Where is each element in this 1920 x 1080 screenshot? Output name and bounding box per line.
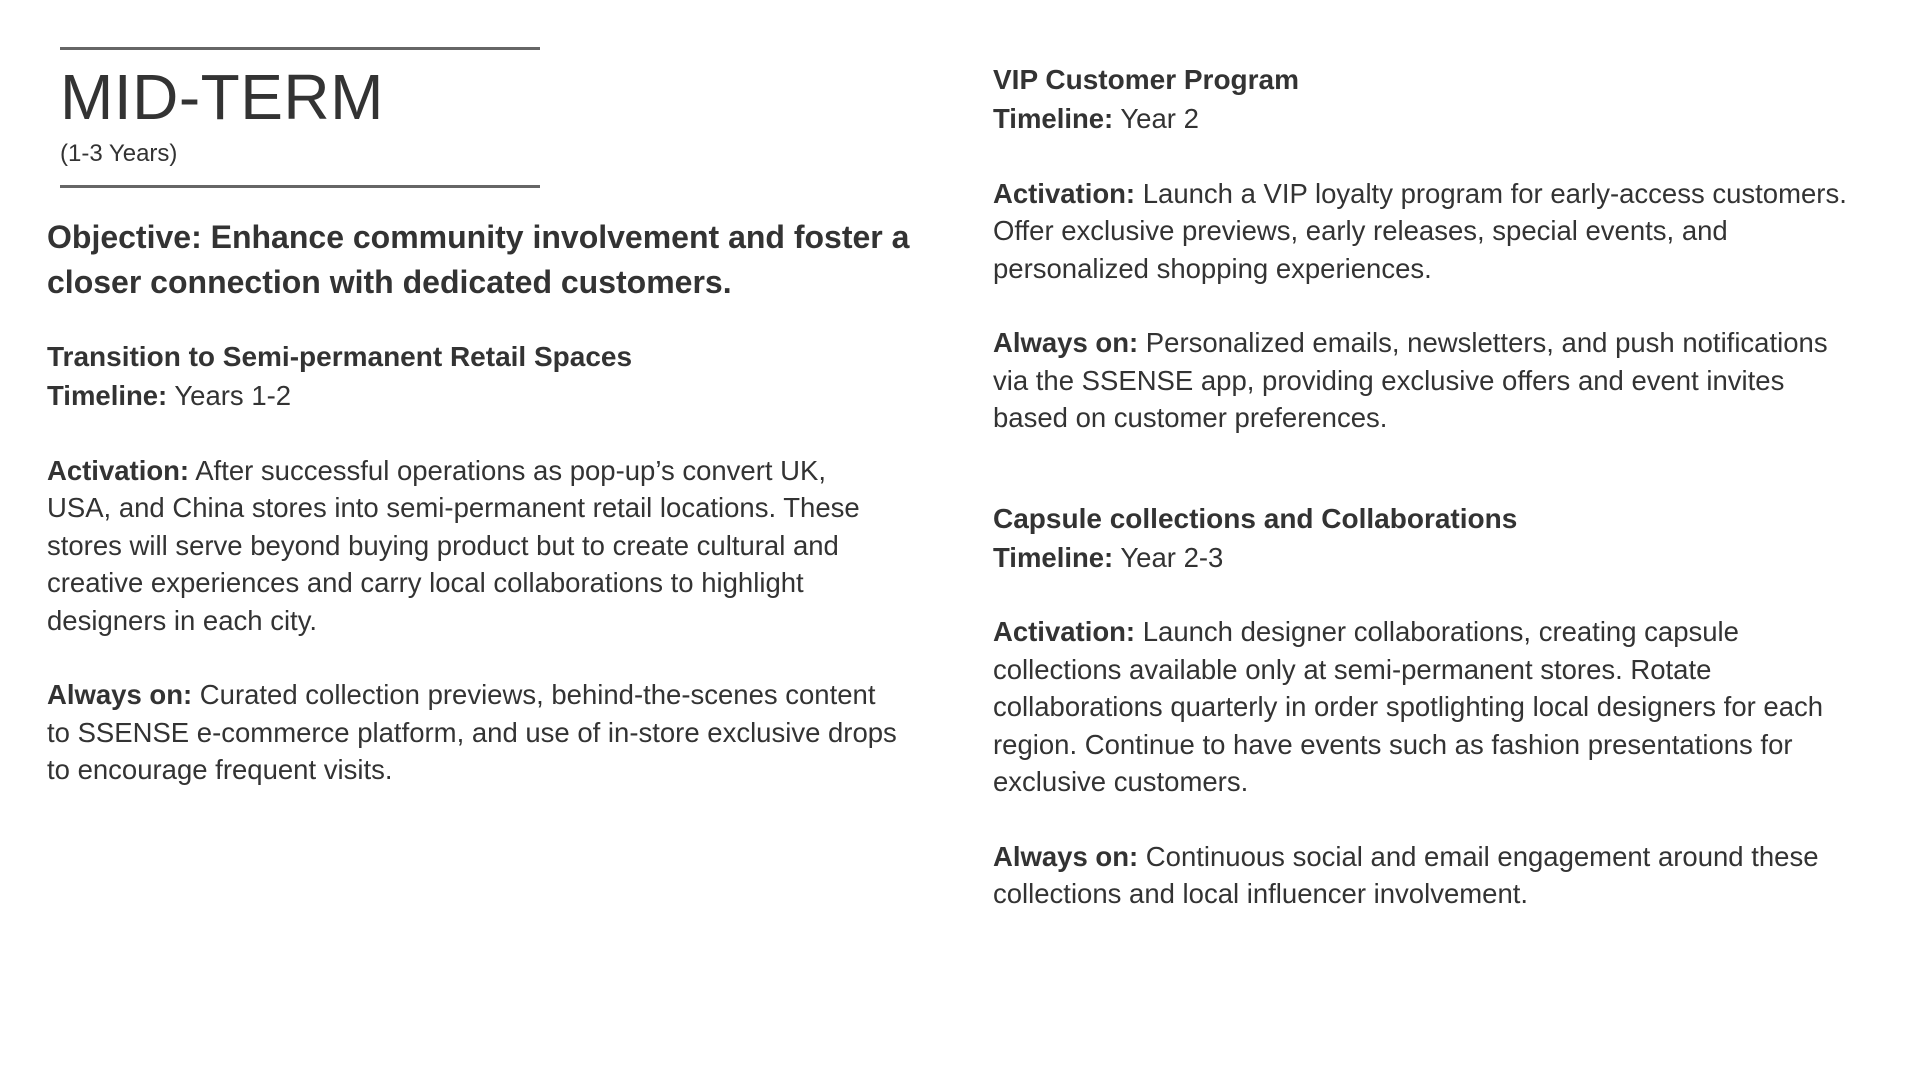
- always-on-text: Continuous social and email engagement around these collections and local influencer involvement.: [993, 840, 1819, 909]
- timeline-value: Years 1-2: [167, 380, 292, 411]
- activation-label: Activation:: [47, 454, 190, 486]
- section-title: VIP Customer Program: [993, 64, 1300, 95]
- activation-paragraph: [993, 175, 1863, 288]
- timeline-value: Year 2: [1113, 103, 1199, 134]
- title-bottom-rule: [60, 185, 540, 188]
- timeline-label: Timeline:: [993, 103, 1114, 134]
- activation-text: After successful operations as pop-up’s convert UK, USA, and China stores into semi-permanent retail locations. These stores will serve beyond buying product but to create cultural and creative experiences and carry local collaborations to highlight designers in each city.: [47, 454, 860, 636]
- activation-paragraph: [993, 613, 1863, 801]
- always-on-text: Curated collection previews, behind-the-scenes content to SSENSE e-commerce platform, and use of in-store exclusive drops to encourage frequent visits.: [47, 679, 897, 785]
- activation-label: Activation:: [993, 616, 1136, 647]
- timeline-label: Timeline:: [47, 380, 168, 411]
- timeline-label: Timeline:: [993, 541, 1114, 573]
- page-title: MID-TERM: [60, 61, 384, 133]
- title-top-rule: [60, 47, 540, 50]
- always-on-label: Always on:: [993, 327, 1139, 358]
- page-subtitle: (1-3 Years): [60, 140, 178, 167]
- timeline: [47, 377, 897, 415]
- always-on-paragraph: [993, 838, 1863, 913]
- always-on-text: Personalized emails, newsletters, and push notifications via the SSENSE app, providing exclusive offers and event invites based on customer preferences.: [993, 327, 1828, 433]
- activation-text: Launch a VIP loyalty program for early-access customers. Offer exclusive previews, early releases, special events, and personalized shopping experiences.: [993, 177, 1847, 284]
- semi-permanent-retail-section: [47, 337, 897, 789]
- section-title: Transition to Semi-permanent Retail Spaces: [47, 341, 633, 372]
- objective-statement: Objective: Enhance community involvement and foster a closer connection with dedicated customers.: [47, 219, 910, 300]
- timeline-value: Year 2-3: [1113, 541, 1224, 573]
- activation-text: Launch designer collaborations, creating capsule collections available only at semi-permanent stores. Rotate collaborations quarterly in order spotlighting local designers for each region. Continue to have events such as fashion presentations for exclusive customers.: [993, 616, 1824, 797]
- vip-program-section: [993, 60, 1863, 437]
- activation-paragraph: [47, 452, 897, 640]
- right-column: [993, 60, 1863, 913]
- capsule-collections-section: [993, 499, 1863, 913]
- section-title: Capsule collections and Collaborations: [993, 502, 1518, 534]
- always-on-label: Always on:: [993, 840, 1139, 872]
- timeline: [993, 100, 1863, 138]
- always-on-paragraph: [47, 676, 897, 789]
- always-on-paragraph: [993, 324, 1863, 437]
- activation-label: Activation:: [993, 177, 1136, 209]
- always-on-label: Always on:: [47, 679, 193, 710]
- timeline: [993, 539, 1863, 577]
